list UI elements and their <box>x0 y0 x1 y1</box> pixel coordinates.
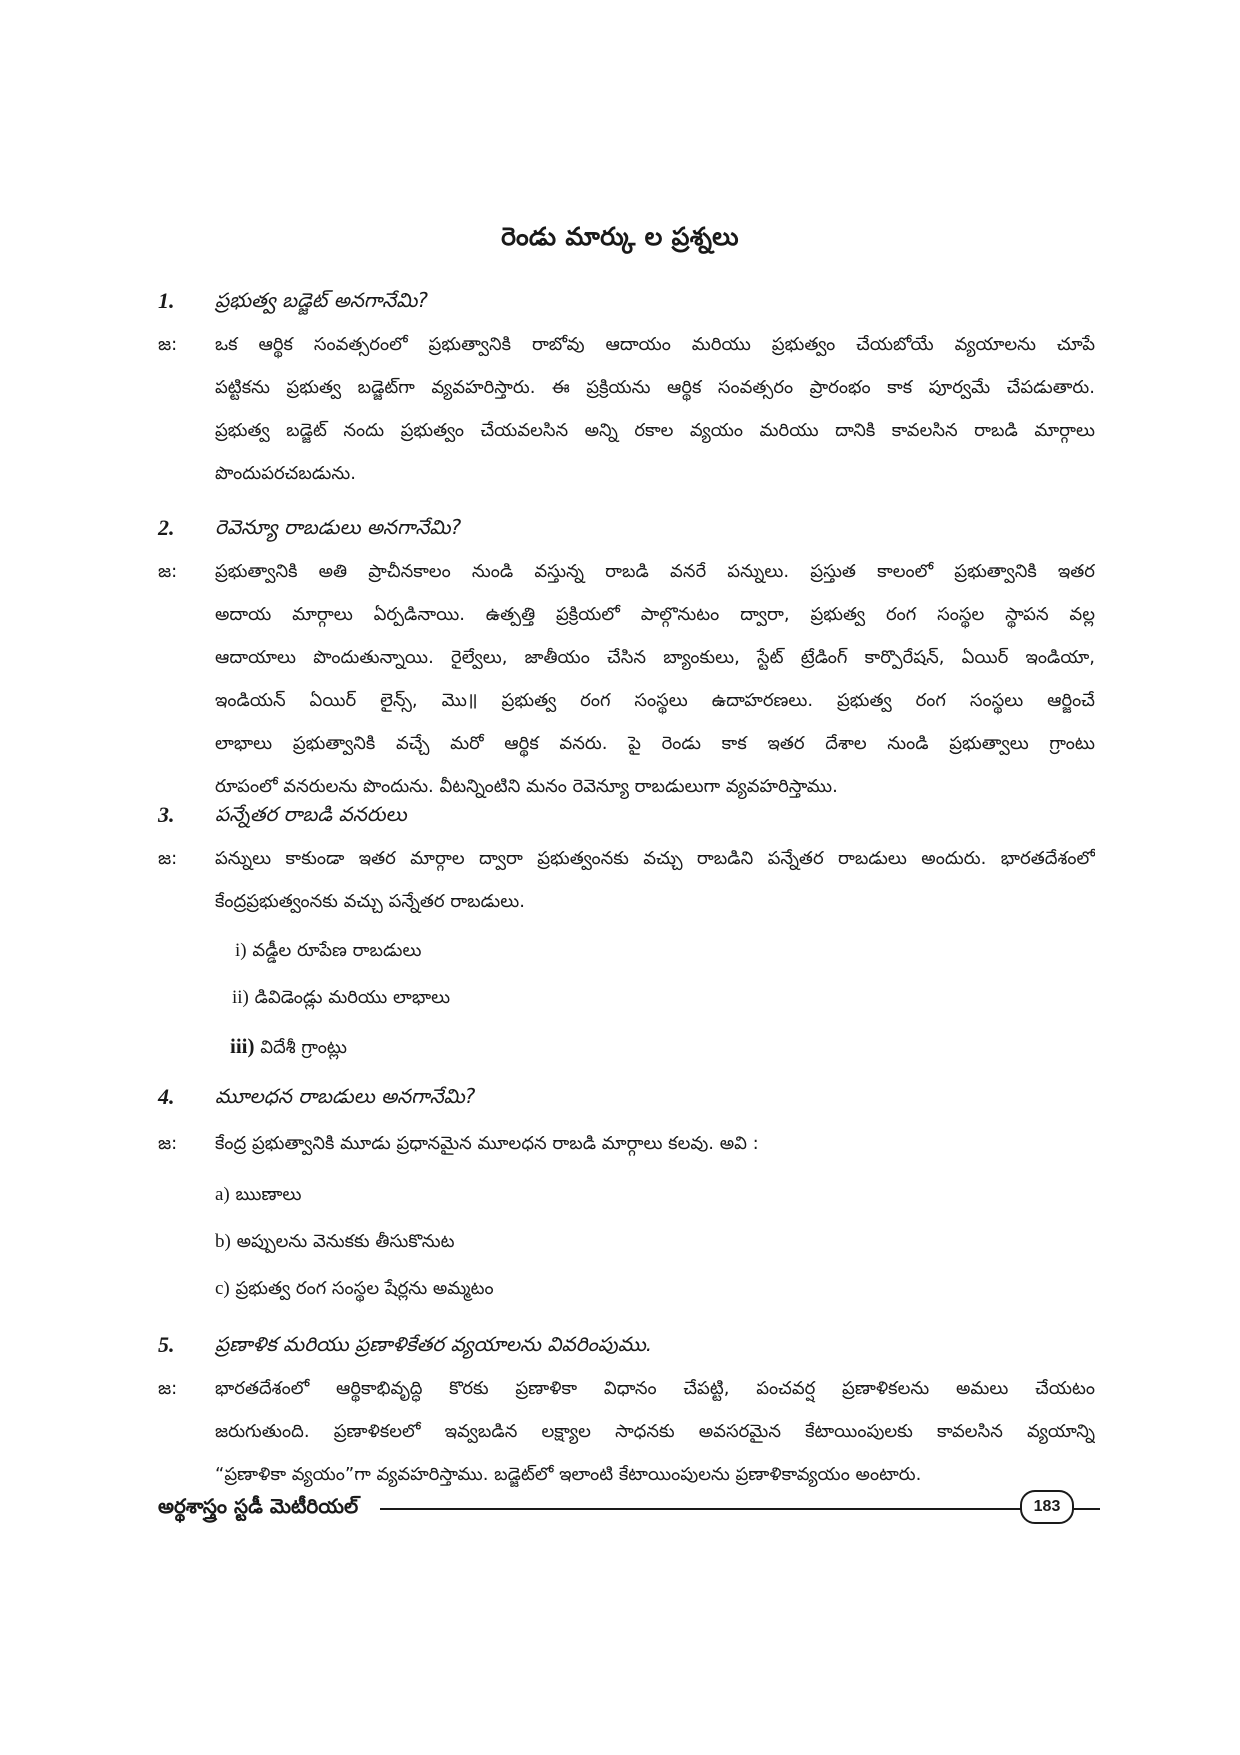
question-title: మూలధన రాబడులు అనగానేమి? <box>215 1084 476 1108</box>
answer-line: రూపంలో వనరులను పొందును. వీటన్నింటిని మనం రెవెన్యూ రాబడులుగా వ్యవహరిస్తాము. <box>215 776 838 797</box>
page-number-badge: 183 <box>1020 1490 1074 1524</box>
answer-line: కేంద్ర ప్రభుత్వానికి మూడు ప్రధానమైన మూలధన రాబడి మార్గాలు కలవు. అవి : <box>215 1133 759 1154</box>
list-text: అప్పులను వెనుకకు తీసుకొనుట <box>236 1231 455 1252</box>
question-4 <box>0 1084 1240 1118</box>
list-marker: a) <box>215 1184 230 1205</box>
answer-prefix: జ: <box>158 561 178 582</box>
question-2 <box>0 515 1240 549</box>
list-item <box>230 1034 347 1062</box>
question-1 <box>0 288 1240 322</box>
list-item <box>235 940 422 965</box>
question-number: 5. <box>158 1332 175 1357</box>
answer-line: పొందుపరచబడును. <box>215 463 356 484</box>
answer-line: పట్టికను ప్రభుత్వ బడ్జెట్‌గా వ్యవహరిస్తారు. ఈ ప్రక్రియను ఆర్థిక సంవత్సరం ప్రారంభం కాక పూర్వమే చేపడుతారు. <box>215 377 1095 398</box>
answer-line: ప్రభుత్వానికి అతి ప్రాచీనకాలం నుండి వస్తున్న రాబడి వనరే పన్నులు. ప్రస్తుత కాలంలో ప్రభుత్వానికి ఇతర <box>215 561 1095 582</box>
answer-line: భారతదేశంలో ఆర్థికాభివృద్ధి కొరకు ప్రణాళికా విధానం చేపట్టి, పంచవర్ష ప్రణాళికలను అమలు చేయటం <box>215 1378 1095 1399</box>
list-marker: b) <box>215 1231 231 1252</box>
list-item <box>215 1231 455 1256</box>
answer-line: ఆదాయాలు పొందుతున్నాయి. రైల్వేలు, జాతీయం చేసిన బ్యాంకులు, స్టేట్ ట్రేడింగ్ కార్పొరేషన్, ఏయిర్ ఇండియా, <box>215 647 1095 668</box>
answer-line: కేంద్రప్రభుత్వంనకు వచ్చు పన్నేతర రాబడులు. <box>215 891 525 912</box>
answer-prefix: జ: <box>158 848 178 869</box>
question-number: 2. <box>158 515 175 540</box>
answer-line: జరుగుతుంది. ప్రణాళికలలో ఇవ్వబడిన లక్ష్యాల సాధనకు అవసరమైన కేటాయింపులకు కావలసిన వ్యయాన్ని <box>215 1421 1095 1442</box>
question-5 <box>0 1332 1240 1366</box>
answer-line: పన్నులు కాకుండా ఇతర మార్గాల ద్వారా ప్రభుత్వంనకు వచ్చు రాబడిని పన్నేతర రాబడులు అందురు. భారతదేశంలో <box>215 848 1095 869</box>
answer-line: లాభాలు ప్రభుత్వానికి వచ్చే మరో ఆర్థిక వనరు. పై రెండు కాక ఇతర దేశాల నుండి ప్రభుత్వాలు గ్రాంటు <box>215 733 1095 754</box>
list-text: ఋణాలు <box>235 1184 302 1205</box>
answer-prefix: జ: <box>158 334 178 355</box>
question-title: ప్రభుత్వ బడ్జెట్ అనగానేమి? <box>215 288 428 312</box>
list-marker: iii) <box>230 1034 255 1058</box>
question-number: 4. <box>158 1084 175 1109</box>
question-title: రెవెన్యూ రాబడులు అనగానేమి? <box>215 515 462 539</box>
answer-line: “ప్రణాళికా వ్యయం”గా వ్యవహరిస్తాము. బడ్జెట్‌లో ఇలాంటి కేటాయింపులను ప్రణాళికావ్యయం అంటారు. <box>215 1464 922 1485</box>
list-text: ప్రభుత్వ రంగ సంస్థల షేర్లను అమ్మటం <box>235 1278 494 1299</box>
question-number: 3. <box>158 802 175 827</box>
question-3 <box>0 802 1240 836</box>
list-marker: ii) <box>232 987 249 1008</box>
answer-line: ఒక ఆర్థిక సంవత్సరంలో ప్రభుత్వానికి రాబోవు ఆదాయం మరియు ప్రభుత్వం చేయబోయే వ్యయాలను చూపే <box>215 334 1095 355</box>
answer-prefix: జ: <box>158 1133 178 1154</box>
list-item <box>232 987 450 1012</box>
question-title: ప్రణాళిక మరియు ప్రణాళికేతర వ్యయాలను వివరింపుము. <box>215 1332 653 1356</box>
list-text: డివిడెండ్లు మరియు లాభాలు <box>254 987 451 1008</box>
list-item <box>215 1278 494 1303</box>
question-number: 1. <box>158 288 175 313</box>
footer-rule <box>380 1508 1100 1510</box>
list-item <box>215 1184 301 1209</box>
list-text: వడ్డీల రూపేణ రాబడులు <box>252 940 422 961</box>
answer-line: ప్రభుత్వ బడ్జెట్ నందు ప్రభుత్వం చేయవలసిన అన్ని రకాల వ్యయం మరియు దానికి కావలసిన రాబడి మార్గాలు <box>215 420 1095 441</box>
question-title: పన్నేతర రాబడి వనరులు <box>215 802 407 826</box>
answer-prefix: జ: <box>158 1378 178 1399</box>
page-title: రెండు మార్కు ల ప్రశ్నలు <box>501 222 739 251</box>
list-marker: i) <box>235 940 247 961</box>
answer-line: అదాయ మార్గాలు ఏర్పడినాయి. ఉత్పత్తి ప్రక్రియలో పాల్గొనుటం ద్వారా, ప్రభుత్వ రంగ సంస్థల స్థాపన వల్ల <box>215 604 1095 625</box>
footer-book-title: అర్థశాస్త్రం స్టడీ మెటీరియల్ <box>158 1494 359 1518</box>
list-marker: c) <box>215 1278 230 1299</box>
answer-line: ఇండియన్ ఏయిర్ లైన్స్, మొ॥ ప్రభుత్వ రంగ సంస్థలు ఉదాహరణలు. ప్రభుత్వ రంగ సంస్థలు ఆర్జించే <box>215 690 1095 711</box>
list-text: విదేశీ గ్రాంట్లు <box>260 1037 347 1058</box>
